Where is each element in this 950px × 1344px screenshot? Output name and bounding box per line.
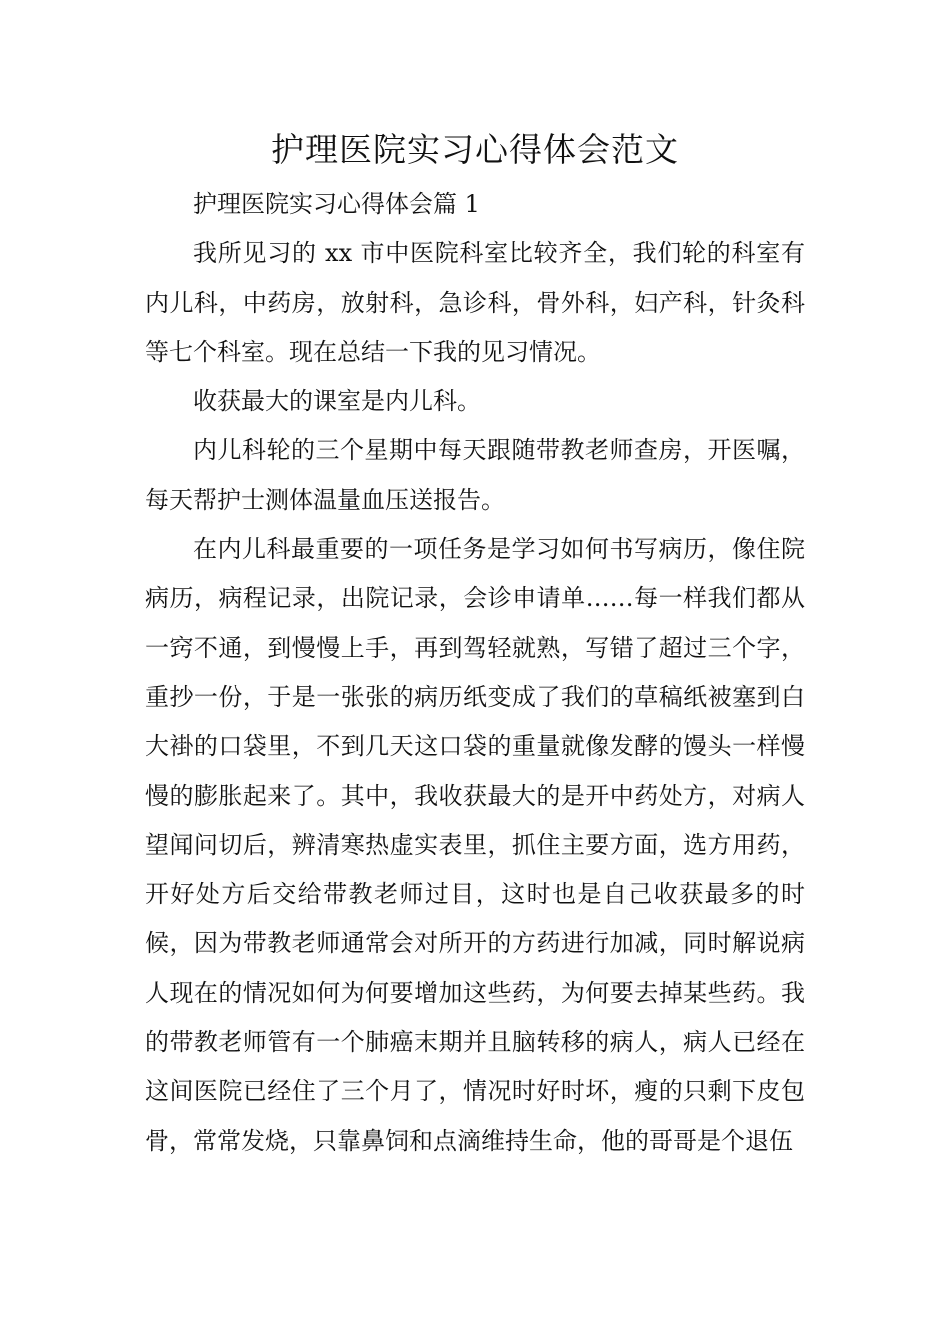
section-subtitle: 护理医院实习心得体会篇 1 bbox=[193, 190, 480, 218]
paragraph-4: 在内儿科最重要的一项任务是学习如何书写病历，像住院病历，病程记录，出院记录，会诊申请单……每一样我们都从一窍不通，到慢慢上手，再到驾轻就熟，写错了超过三个字，重抄一份，于是一张张的病历纸变成了我们的草稿纸被塞到白大褂的口袋里，不到几天这口袋的重量就像发酵的馒头一样慢慢的膨胀起来了。其中，我收获最大的是开中药处方，对病人望闻问切后，辨清寒热虚实表里，抓住主要方面，选方用药，开好处方后交给带教老师过目，这时也是自己收获最多的时候，因为带教老师通常会对所开的方药进行加减，同时解说病人现在的情况如何为何要增加这些药，为何要去掉某些药。我的带教老师管有一个肺癌末期并且脑转移的病人，病人已经在这间医院已经住了三个月了，情况时好时坏，瘦的只剩下皮包骨，常常发烧，只靠鼻饲和点滴维持生命，他的哥哥是个退伍 bbox=[145, 535, 805, 1155]
document-title: 护理医院实习心得体会范文 bbox=[271, 130, 679, 169]
paragraph-2: 收获最大的课室是内儿科。 bbox=[193, 387, 481, 416]
paragraph-3: 内儿科轮的三个星期中每天跟随带教老师查房，开医嘱，每天帮护士测体温量血压送报告。 bbox=[145, 436, 805, 514]
document-body bbox=[145, 180, 805, 1166]
paragraph-1: 我所见习的 xx 市中医院科室比较齐全，我们轮的科室有内儿科，中药房，放射科，急诊科，骨外科，妇产科，针灸科等七个科室。现在总结一下我的见习情况。 bbox=[145, 239, 805, 366]
